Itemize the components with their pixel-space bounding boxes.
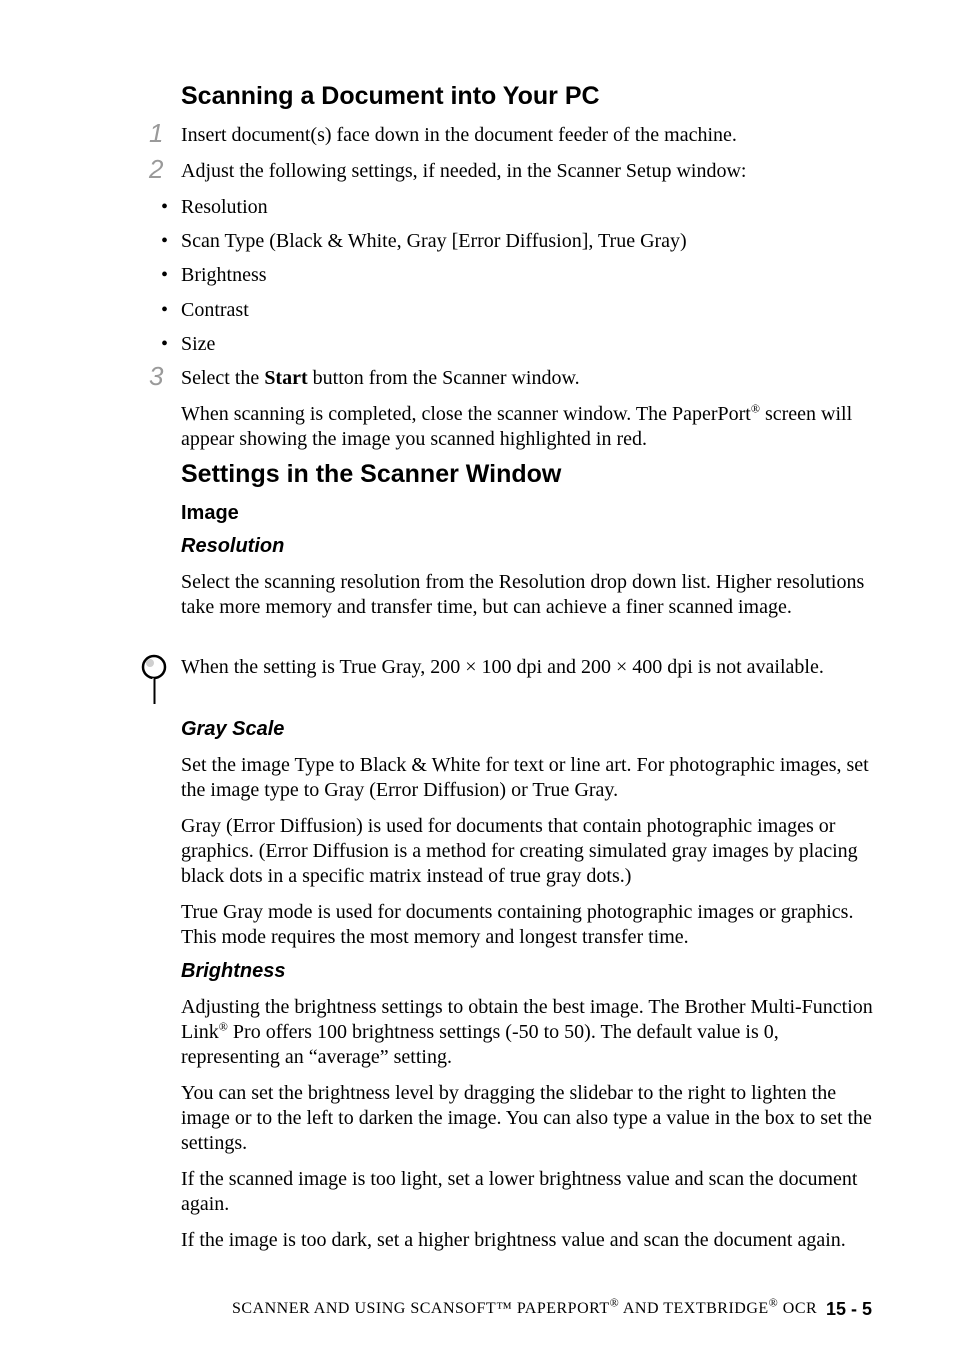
brightness-paragraph-4: If the image is too dark, set a higher brightness value and scan the document again. — [181, 1229, 846, 1251]
bullet-marker: • — [161, 333, 169, 355]
text-segment: screen will appear showing the image you scanned highlighted in red. — [181, 403, 853, 450]
bullet-item-contrast: Contrast — [181, 299, 249, 321]
step-number-3: 3 — [149, 361, 164, 391]
text-segment: Pro offers 100 brightness settings (-50 to 50). The default value is 0, representing an “average” setting. — [181, 1021, 779, 1068]
bullet-marker: • — [161, 264, 169, 286]
text-segment: Adjusting the brightness settings to obtain the best image. The Brother Multi-Function Link — [181, 996, 873, 1043]
step-3-text — [181, 367, 580, 390]
registered-mark: ® — [768, 1295, 779, 1310]
step-number-2: 2 — [149, 154, 164, 184]
subsection-title-image: Image — [181, 502, 239, 524]
bullet-item-resolution: Resolution — [181, 196, 268, 218]
note-pin-icon — [140, 654, 170, 708]
page-footer — [232, 1295, 818, 1318]
brightness-paragraph-2: You can set the brightness level by dragging the slidebar to the right to lighten the image or to the left to darken the image. You can also type a value in the box to set the settings. — [181, 1082, 872, 1154]
registered-mark: ® — [750, 401, 760, 416]
footer-text: SCANNER AND USING SCANSOFT™ PAPERPORT — [232, 1300, 610, 1317]
gray-scale-paragraph-1: Set the image Type to Black & White for text or line art. For photographic images, set the image type to Gray (Error Diffusion) or True Gray. — [181, 754, 869, 801]
registered-mark: ® — [609, 1295, 620, 1310]
bullet-marker: • — [161, 230, 169, 252]
step-3-bold: Start — [264, 367, 308, 389]
gray-scale-paragraph-2: Gray (Error Diffusion) is used for documents that contain photographic images or graphics. (Error Diffusion is a method for creating simulated gray images by placing black dots in a specific matrix instead of true gray dots.) — [181, 815, 858, 887]
bullet-item-brightness: Brightness — [181, 264, 267, 286]
bullet-item-size: Size — [181, 333, 216, 355]
text-segment: When scanning is completed, close the scanner window. The PaperPort — [181, 403, 751, 425]
bullet-item-scan-type: Scan Type (Black & White, Gray [Error Diffusion], True Gray) — [181, 230, 687, 252]
brightness-paragraph-3: If the scanned image is too light, set a lower brightness value and scan the document again. — [181, 1168, 858, 1215]
gray-scale-paragraph-3: True Gray mode is used for documents containing photographic images or graphics. This mode requires the most memory and longest transfer time. — [181, 901, 854, 948]
bullet-marker: • — [161, 196, 169, 218]
footer-text: AND TEXTBRIDGE — [619, 1300, 769, 1317]
resolution-note: When the setting is True Gray, 200 × 100 dpi and 200 × 400 dpi is not available. — [181, 656, 824, 678]
step-number-1: 1 — [149, 118, 164, 148]
heading-resolution: Resolution — [181, 535, 285, 557]
bullet-marker: • — [161, 299, 169, 321]
step-2-text: Adjust the following settings, if needed, in the Scanner Setup window: — [181, 160, 747, 182]
heading-brightness: Brightness — [181, 960, 286, 982]
registered-mark: ® — [218, 1019, 228, 1034]
section-title-settings: Settings in the Scanner Window — [181, 460, 562, 488]
section-title-scanning: Scanning a Document into Your PC — [181, 82, 600, 110]
resolution-paragraph: Select the scanning resolution from the Resolution drop down list. Higher resolutions take more memory and transfer time, but can achieve a finer scanned image. — [181, 571, 865, 618]
heading-gray-scale: Gray Scale — [181, 718, 285, 740]
page-number: 15 - 5 — [826, 1299, 873, 1319]
scan-complete-paragraph — [181, 402, 881, 452]
step-3-pre: Select the — [181, 367, 265, 389]
footer-text: OCR — [778, 1300, 818, 1317]
step-3-post: button from the Scanner window. — [307, 367, 580, 389]
step-1-text: Insert document(s) face down in the document feeder of the machine. — [181, 124, 737, 146]
brightness-paragraph-1 — [181, 995, 881, 1070]
